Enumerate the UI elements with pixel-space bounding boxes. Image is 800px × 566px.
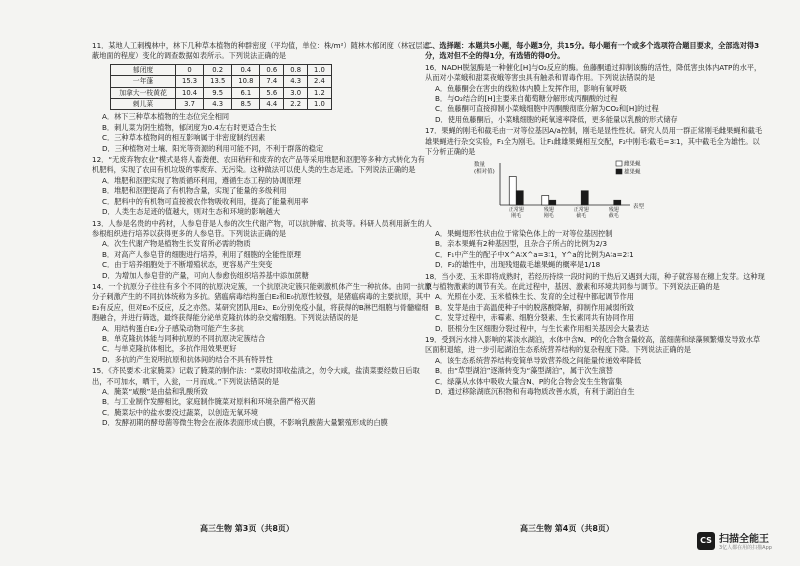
section-heading: 二、选择题：本题共5小题，每小题3分，共15分。每小题有一个或多个选项符合题目要求，全部选对得3分，选对但不全的得1分，有选错的得0分。	[425, 41, 760, 61]
q15-option-b: B．与工业制作发酵相比，家庭制作腌菜对原料和环境杂菌严格灭菌	[102, 397, 316, 407]
tick-label: 残翅	[608, 207, 619, 214]
right-column	[425, 40, 765, 397]
legend-swatch-1	[616, 169, 622, 174]
q18-option-a: A．光照在小麦、玉米植株生长、发育的全过程中都起调节作用	[435, 292, 634, 302]
bar-0-0	[509, 177, 516, 206]
q16-option-b: B．与O₂结合的[H]主要来自葡萄糖分解形成丙酮酸的过程	[435, 94, 618, 104]
q19-option-a: A．该生态系统营养结构变简单导致营养级之间能量传递效率降低	[435, 355, 642, 365]
q17-bar-chart	[470, 159, 670, 223]
q18-option-c: C．发芽过程中，赤霉素、细胞分裂素、生长素同共有协同作用	[435, 313, 635, 323]
table-cell: 9.5	[204, 87, 232, 98]
q19-option-b: B．由“草型湖泊”逐渐转变为“藻型湖泊”，属于次生演替	[435, 366, 613, 376]
q18-option-b: B．发芽是由于高温使种子中的脱落酸降解，抑制作用减弱所致	[435, 302, 634, 312]
q16-stem: 16．NADH脱氢酶是一种催化[H]与O₂反应的酶。鱼藤酮通过抑制该酶的活性，降低害虫体内ATP的水平，从而对小菜蛾和甜菜夜蛾等害虫具有触杀和胃毒作用。下列说法错误的是	[425, 62, 762, 83]
legend-label-0: 雌果蝇	[624, 161, 641, 168]
table-cell: 4.3	[284, 76, 308, 87]
table-cell: 1.2	[308, 87, 332, 98]
q15-option-c: C．腌菜坛中的盐水要没过蔬菜，以创造无氧环境	[102, 407, 258, 417]
x-axis-label: 表型	[633, 204, 645, 211]
q17-stem: 17．果蝇的刚毛和截毛由一对等位基因A/a控制，刚毛是显性性状。研究人员用一群正常刚毛雌果蝇和截毛雄果蝇进行杂交实验，F₁全为刚毛。让F₁雌雄果蝇相互交配，F₂中刚毛∶截毛=3∶1，其中截毛全为雄性。以下分析正确的是	[425, 126, 763, 157]
bar-1-1	[549, 201, 556, 206]
table-cell: 3.7	[176, 99, 204, 110]
table-cell: 一年蓬	[111, 76, 176, 87]
legend-swatch-0	[616, 161, 622, 166]
q19-stem: 19．受到污水排入影响的某淡水湖泊，水体中含N、P的化合物含量较高，蓝细菌和绿藻频繁爆发导致水草区面积退缩，进一步引起湖泊生态系统营养结构的复杂程度下降。下列说法正确的是	[425, 334, 761, 355]
q13-stem: 13．人参是名贵的中药材，人参皂苷是人参的次生代谢产物，可以抗肿瘤、抗炎等。科研人员利用新生的人参根组织进行培养以获得更多的人参皂苷。下列说法正确的是	[92, 218, 432, 238]
table-cell: 3.0	[284, 87, 308, 98]
q16-option-d: D．使用鱼藤酮后，小菜蛾细胞的耗氧速率降低，更多能量以乳酸的形式储存	[435, 114, 678, 124]
tick-label: 截毛	[576, 213, 587, 220]
table-cell: 0.2	[204, 64, 232, 75]
camscanner-logo-icon: CS	[697, 532, 715, 550]
q11-option-d: D．三种植物对土壤、阳光等资源的利用可能不同，不利于群落的稳定	[102, 143, 324, 153]
bar-1-0	[516, 191, 523, 205]
table-row	[111, 87, 332, 98]
q13-option-c: C．由于培养细胞处于不断增殖状态，更容易产生突变	[102, 260, 273, 270]
table-cell: 0.8	[284, 64, 308, 75]
q13-option-b: B．对高产人参皂苷的细胞进行培养，利用了细胞的全能性原理	[102, 249, 301, 259]
bar-1-2	[581, 191, 588, 205]
left-column	[92, 40, 432, 429]
q11-stem: 11．某地人工刺槐林中，林下几种草本植物的种群密度（平均值，单位：株/m²）随林木郁闭度（林冠层遮蔽地面的程度）变化的调查数据如表所示。下列说法正确的是	[92, 41, 430, 61]
q11-option-a: A．林下三种草本植物的生态位完全相同	[102, 112, 230, 122]
q12-option-d: D．人类生态足迹的值越大，则对生态和环境的影响越大	[102, 207, 281, 217]
q19-option-c: C．绿藻从水体中吸收大量含N、P的化合物会发生生物富集	[435, 376, 623, 386]
table-cell: 4.4	[260, 99, 284, 110]
q11-option-b: B．刺儿菜为阴生植物，郁闭度为0.4左右时更适合生长	[102, 122, 277, 132]
table-cell: 郁闭度	[111, 64, 176, 75]
table-cell: 4.3	[204, 99, 232, 110]
q16-option-a: A．鱼藤酮会在害虫的线粒体内膜上发挥作用，影响有氧呼吸	[435, 83, 627, 93]
table-cell: 7.4	[260, 76, 284, 87]
table-cell: 2.2	[284, 99, 308, 110]
table-cell: 10.8	[232, 76, 260, 87]
table-cell: 刺儿菜	[111, 99, 176, 110]
bar-1-3	[614, 201, 621, 206]
q12-option-c: C．肥料中的有机物可直接被农作物吸收利用，提高了能量利用率	[102, 196, 309, 206]
tick-label: 正常翅	[508, 207, 524, 214]
q18-option-d: D．胚根分生区细胞分裂过程中，与生长素作用相关基因会大量表达	[435, 323, 649, 333]
table-cell: 1.0	[308, 99, 332, 110]
table-cell: 13.5	[204, 76, 232, 87]
bar-0-1	[542, 196, 549, 206]
q16-option-c: C．鱼藤酮可直接抑制小菜蛾细胞中丙酮酸彻底分解为CO₂和[H]的过程	[435, 104, 659, 114]
right-page-footer: 高三生物 第4页（共8页）	[520, 524, 614, 533]
y-axis-label: (相对值)	[474, 169, 495, 176]
q15-option-a: A．腌菜“咸酸”是由盐和乳酸所致	[102, 387, 208, 396]
q11-table	[110, 64, 332, 111]
q17-option-b: B．亲本果蝇有2种基因型，且杂合子所占的比例为2/3	[435, 239, 608, 249]
table-row	[111, 99, 332, 110]
y-axis-label: 数量	[474, 162, 486, 169]
tick-label: 刚毛	[511, 213, 522, 220]
q19-option-d: D．通过移除湖底沉积物和有毒物质改善水质，有利于湖泊自生	[435, 386, 635, 396]
table-cell: 2.4	[308, 76, 332, 87]
q17-option-d: D．F₂的雄性中，出现残翅截毛雄果蝇的概率是1/18	[435, 260, 601, 270]
q13-option-a: A．次生代谢产物是植物生长发育所必需的物质	[102, 239, 251, 249]
q14-option-b: B．单克隆抗体能与同种抗原的不同抗原决定簇结合	[102, 333, 266, 343]
q12-option-b: B．堆肥和沤肥提高了有机物含量，实现了能量的多级利用	[102, 186, 287, 196]
tick-label: 刚毛	[543, 213, 554, 220]
q14-option-c: C．与单克隆抗体相比，多抗作用效果更好	[102, 344, 237, 354]
q13-option-d: D．为增加人参皂苷的产量，可向人参愈伤组织培养基中添加蔗糖	[102, 270, 309, 280]
q17-option-c: C．F₁中产生的配子中X^A∶X^a=3∶1，Y^a的比例为A∶a=2∶1	[435, 249, 634, 259]
camscanner-watermark	[697, 530, 793, 554]
q18-stem: 18．当小麦、玉米即将成熟时，若经历持续一段时间的干热后又遇到大雨，种子就容易在穗上发芽。这种现象与植物激素的调节有关。在此过程中，基因、激素和环境共同参与调节。下列说法正确的是	[425, 271, 765, 291]
q14-option-d: D．多抗的产生说明抗原和抗体间的结合不具有特异性	[102, 354, 273, 364]
legend-label-1: 雄果蝇	[624, 169, 641, 176]
table-cell: 加拿大一枝黄花	[111, 87, 176, 98]
table-cell: 15.3	[176, 76, 204, 87]
q12-stem: 12．“无废弃物农业”模式是将人畜粪便、农田秸秆和废弃的农产品等采用堆肥和沤肥等多种方式转化为有机肥料，实现了农田有机垃圾的零废弃、无污染。这种做法可以使人类的生态足迹。下列说法正确的是	[92, 155, 425, 175]
q17-option-a: A．果蝇翅形性状由位于常染色体上的一对等位基因控制	[435, 228, 613, 238]
tick-label: 残翅	[543, 207, 554, 214]
table-cell: 0.6	[260, 64, 284, 75]
table-cell: 0	[176, 64, 204, 75]
table-cell: 0.4	[232, 64, 260, 75]
q12-option-a: A．堆肥和沤肥实现了物质循环利用，遵循生态工程的协调原理	[102, 175, 301, 185]
table-row	[111, 76, 332, 87]
table-cell: 6.1	[232, 87, 260, 98]
watermark-subtitle: 3亿人都在用的扫描App	[719, 545, 772, 551]
tick-label: 正常翅	[573, 207, 589, 214]
table-cell: 1.0	[308, 64, 332, 75]
table-header-row	[111, 64, 332, 75]
left-page-footer: 高三生物 第3页（共8页）	[200, 524, 294, 533]
table-cell: 5.6	[260, 87, 284, 98]
q15-option-d: D．发酵初期的酵母菌等微生物会在液体表面形成白膜，不影响乳酸菌大量繁殖形成的白膜	[102, 418, 388, 428]
watermark-title: 扫描全能王	[719, 534, 769, 545]
q14-option-a: A．用结构蛋白E₂分子感染动物可能产生多抗	[102, 323, 244, 333]
table-cell: 8.5	[232, 99, 260, 110]
tick-label: 截毛	[608, 213, 619, 220]
q11-option-c: C．三种草本植物间的相互影响属于非密度制约因素	[102, 133, 266, 143]
table-cell: 10.4	[176, 87, 204, 98]
q15-stem: 15．《齐民要术·北家腌菜》记载了腌菜的制作法：“菜收时即收盐渍之，勿令大咸，盐渍菜要经数日后取出，不可加水，晒干，入瓮，一月而成。”下列说法错误的是	[92, 366, 420, 386]
q14-stem: 14．一个抗原分子往往有多个不同的抗原决定簇，一个抗原决定簇只能刺激机体产生一种抗体。由同一抗原分子刺激产生的不同抗体统称为多抗。猪瘟病毒结构蛋白E₂和E₀抗原性较强，是猪瘟病毒的主要抗原，其中E₂有反应，但对E₀不反应，反之亦然。某研究团队用E₂、E₀分别免疫小鼠，将获得的B淋巴细胞与骨髓瘤细胞融合，并进行筛选，最终获得能分泌单克隆抗体的杂交瘤细胞。下列说法错误的是	[92, 281, 432, 323]
